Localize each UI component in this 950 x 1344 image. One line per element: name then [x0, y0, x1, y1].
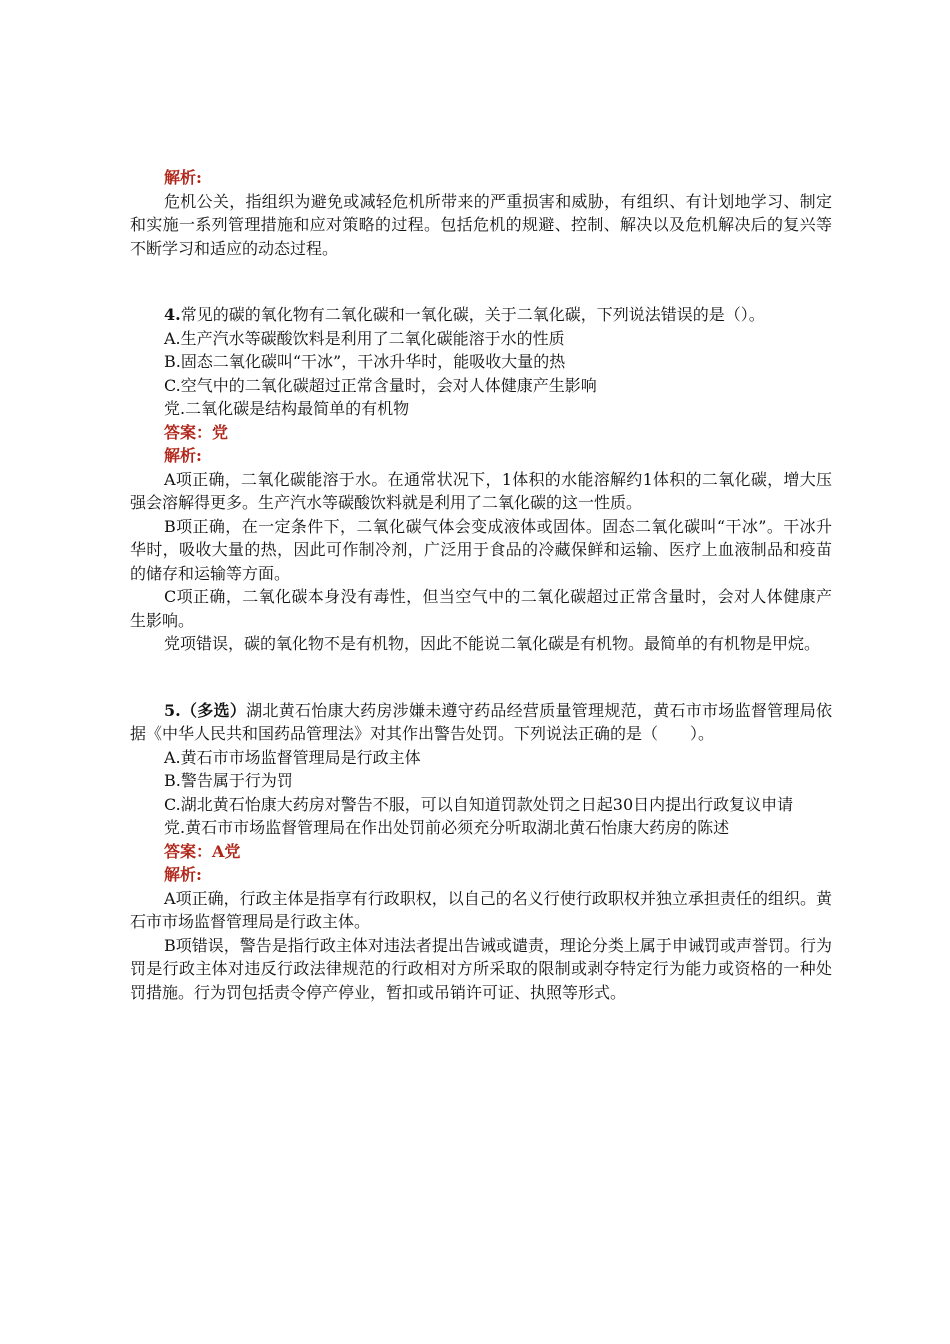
question-4-analysis-d: 党项错误，碳的氧化物不是有机物，因此不能说二氧化碳是有机物。最简单的有机物是甲烷。 [164, 634, 821, 653]
question-5-text: 湖北黄石怡康大药房涉嫌未遵守药品经营质量管理规范，黄石市市场监督管理局依据《中华人民共和国药品管理法》对其作出警告处罚。下列说法正确的是（ ）。 [130, 700, 832, 743]
question-4-analysis-a: A项正确，二氧化碳能溶于水。在通常状况下，1体积的水能溶解约1体积的二氧化碳，增大压强会溶解得更多。生产汽水等碳酸饮料就是利用了二氧化碳的这一性质。 [130, 469, 832, 512]
question-5-answer: 答案：A党 [164, 841, 241, 861]
question-4-option-a: A.生产汽水等碳酸饮料是利用了二氧化碳能溶于水的性质 [164, 328, 565, 348]
question-5-analysis-label: 解析: [164, 865, 202, 884]
question-4-analysis-label: 解析: [164, 446, 202, 465]
question-4-option-b: B.固态二氧化碳叫“干冰”，干冰升华时，能吸收大量的热 [164, 352, 566, 371]
question-5-option-d: 党.黄石市市场监督管理局在作出处罚前必须充分听取湖北黄石怡康大药房的陈述 [164, 818, 730, 837]
question-4-analysis-c: C项正确，二氧化碳本身没有毒性，但当空气中的二氧化碳超过正常含量时，会对人体健康产生影响。 [130, 587, 832, 630]
spacer [130, 656, 832, 699]
question-4-option-c: C.空气中的二氧化碳超过正常含量时，会对人体健康产生影响 [164, 375, 597, 395]
question-5-option-b: B.警告属于行为罚 [164, 771, 293, 790]
document-page [130, 166, 832, 1004]
spacer [130, 260, 832, 303]
question-4-stem [130, 303, 832, 327]
question-5-option-c: C.湖北黄石怡康大药房对警告不服，可以自知道罚款处罚之日起30日内提出行政复议申请 [164, 794, 794, 814]
question-5-number: 5. [164, 700, 181, 720]
prev-analysis-label: 解析: [164, 168, 202, 187]
question-5-analysis-a: A项正确，行政主体是指享有行政职权，以自己的名义行使行政职权并独立承担责任的组织。黄石市市场监督管理局是行政主体。 [130, 888, 832, 931]
question-4-number: 4. [164, 305, 181, 324]
question-4-analysis-b: B项正确，在一定条件下，二氧化碳气体会变成液体或固体。固态二氧化碳叫“干冰”。干冰升华时，吸收大量的热，因此可作制冷剂，广泛用于食品的冷藏保鲜和运输、医疗上血液制品和疫苗的储存和运输等方面。 [130, 516, 832, 583]
question-5-option-a: A.黄石市市场监督管理局是行政主体 [164, 747, 421, 767]
question-5-stem [130, 699, 832, 746]
question-4-option-d: 党.二氧化碳是结构最简单的有机物 [164, 399, 410, 418]
prev-analysis-text: 危机公关，指组织为避免或减轻危机所带来的严重损害和威胁，有组织、有计划地学习、制定和实施一系列管理措施和应对策略的过程。包括危机的规避、控制、解决以及危机解决后的复兴等不断学习和适应的动态过程。 [130, 191, 832, 258]
question-4-answer: 答案：党 [164, 422, 229, 442]
question-5-tag: （多选） [180, 700, 247, 720]
question-5-analysis-b: B项错误，警告是指行政主体对违法者提出告诫或谴责，理论分类上属于申诫罚或声誉罚。行为罚是行政主体对违反行政法律规范的行政相对方所采取的限制或剥夺特定行为能力或资格的一种处罚措施。行为罚包括责令停产停业，暂扣或吊销许可证、执照等形式。 [130, 935, 832, 1002]
question-4-text: 常见的碳的氧化物有二氧化碳和一氧化碳，关于二氧化碳，下列说法错误的是（）。 [180, 305, 765, 324]
